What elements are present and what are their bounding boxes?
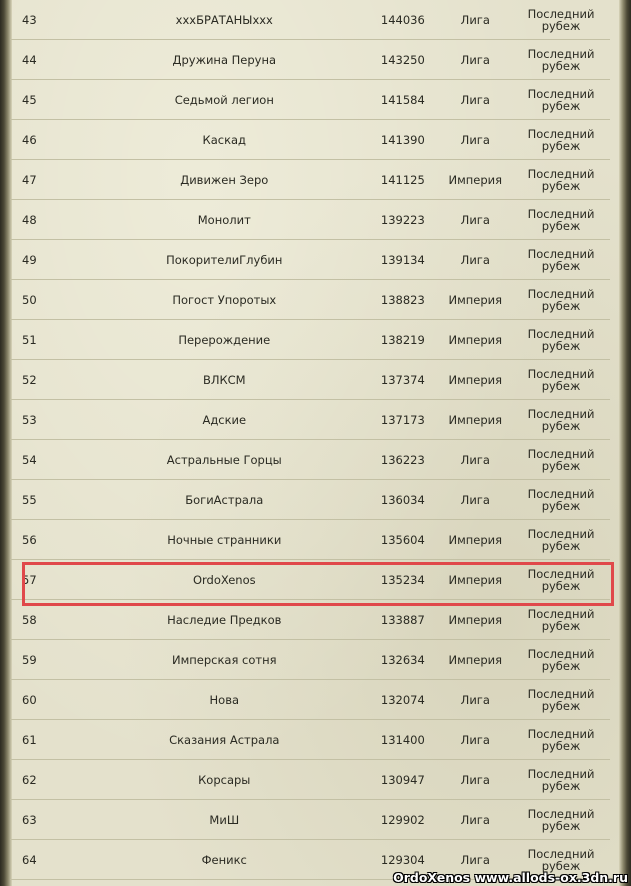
- table-row: [10, 760, 610, 800]
- score-cell: 132634: [367, 640, 438, 680]
- faction-cell: Империя: [439, 360, 512, 400]
- faction-cell: Лига: [439, 720, 512, 760]
- server-name-line2: рубеж: [541, 858, 581, 873]
- server-name-line1: Последний: [527, 6, 595, 21]
- table-row: [10, 280, 610, 320]
- server-name-line2: рубеж: [541, 98, 581, 113]
- guild-name-cell: Дивижен Зеро: [81, 160, 367, 200]
- score-cell: 141584: [367, 80, 438, 120]
- score-cell: 139223: [367, 200, 438, 240]
- score-cell: 132074: [367, 680, 438, 720]
- server-cell: [512, 640, 610, 680]
- server-cell: [512, 200, 610, 240]
- faction-cell: Империя: [439, 160, 512, 200]
- server-cell: [512, 280, 610, 320]
- rank-cell: 46: [10, 120, 81, 160]
- server-name-line2: рубеж: [541, 138, 581, 153]
- guild-ranking-table: [10, 0, 610, 880]
- rank-cell: 51: [10, 320, 81, 360]
- table-row: [10, 80, 610, 120]
- server-name-line1: Последний: [527, 286, 595, 301]
- server-name-line1: Последний: [527, 806, 595, 821]
- server-name-line1: Последний: [527, 326, 595, 341]
- server-cell: [512, 400, 610, 440]
- server-name-line2: рубеж: [541, 378, 581, 393]
- table-row: [10, 640, 610, 680]
- server-name-line1: Последний: [527, 646, 595, 661]
- guild-name-cell: МиШ: [81, 800, 367, 840]
- faction-cell: Лига: [439, 80, 512, 120]
- score-cell: 141390: [367, 120, 438, 160]
- server-name-line2: рубеж: [541, 498, 581, 513]
- server-name-line2: рубеж: [541, 698, 581, 713]
- server-name-line1: Последний: [527, 46, 595, 61]
- server-cell: [512, 480, 610, 520]
- score-cell: 133887: [367, 600, 438, 640]
- rank-cell: 60: [10, 680, 81, 720]
- server-cell: [512, 680, 610, 720]
- rank-cell: 54: [10, 440, 81, 480]
- score-cell: 138219: [367, 320, 438, 360]
- score-cell: 136223: [367, 440, 438, 480]
- table-row: [10, 440, 610, 480]
- watermark: OrdoXenos www.allods-ox.3dn.ru: [393, 870, 628, 885]
- score-cell: 144036: [367, 0, 438, 40]
- rank-cell: 52: [10, 360, 81, 400]
- table-row: [10, 240, 610, 280]
- guild-name-cell: БогиАстрала: [81, 480, 367, 520]
- guild-name-cell: ВЛКСМ: [81, 360, 367, 400]
- rank-cell: 45: [10, 80, 81, 120]
- guild-name-cell: Перерождение: [81, 320, 367, 360]
- guild-name-cell: ПокорителиГлубин: [81, 240, 367, 280]
- server-name-line1: Последний: [527, 766, 595, 781]
- rank-cell: 49: [10, 240, 81, 280]
- score-cell: 135604: [367, 520, 438, 560]
- server-cell: [512, 120, 610, 160]
- faction-cell: Империя: [439, 320, 512, 360]
- guild-name-cell: OrdoXenos: [81, 560, 367, 600]
- server-name-line1: Последний: [527, 686, 595, 701]
- server-name-line1: Последний: [527, 246, 595, 261]
- table-row: [10, 800, 610, 840]
- server-name-line1: Последний: [527, 446, 595, 461]
- faction-cell: Империя: [439, 560, 512, 600]
- table-row: [10, 120, 610, 160]
- server-name-line2: рубеж: [541, 258, 581, 273]
- score-cell: 129304: [367, 840, 438, 880]
- table-row: [10, 720, 610, 760]
- server-cell: [512, 240, 610, 280]
- guild-name-cell: Ночные странники: [81, 520, 367, 560]
- server-cell: [512, 80, 610, 120]
- guild-name-cell: Монолит: [81, 200, 367, 240]
- rank-cell: 57: [10, 560, 81, 600]
- table-row: [10, 200, 610, 240]
- guild-name-cell: Астральные Горцы: [81, 440, 367, 480]
- server-name-line1: Последний: [527, 606, 595, 621]
- server-name-line1: Последний: [527, 366, 595, 381]
- guild-name-cell: Погост Упоротых: [81, 280, 367, 320]
- server-name-line1: Последний: [527, 526, 595, 541]
- server-cell: [512, 760, 610, 800]
- ranking-table-body: [10, 0, 610, 880]
- faction-cell: Лига: [439, 680, 512, 720]
- score-cell: 136034: [367, 480, 438, 520]
- faction-cell: Лига: [439, 0, 512, 40]
- server-name-line1: Последний: [527, 486, 595, 501]
- guild-name-cell: Седьмой легион: [81, 80, 367, 120]
- table-row: [10, 320, 610, 360]
- rank-cell: 50: [10, 280, 81, 320]
- server-name-line2: рубеж: [541, 418, 581, 433]
- score-cell: 131400: [367, 720, 438, 760]
- rank-cell: 63: [10, 800, 81, 840]
- faction-cell: Лига: [439, 40, 512, 80]
- faction-cell: Империя: [439, 280, 512, 320]
- table-row: [10, 480, 610, 520]
- server-name-line2: рубеж: [541, 738, 581, 753]
- server-cell: [512, 440, 610, 480]
- server-name-line1: Последний: [527, 566, 595, 581]
- server-cell: [512, 40, 610, 80]
- rank-cell: 55: [10, 480, 81, 520]
- faction-cell: Империя: [439, 400, 512, 440]
- server-name-line2: рубеж: [541, 818, 581, 833]
- table-row: [10, 560, 610, 600]
- table-row: [10, 600, 610, 640]
- server-name-line2: рубеж: [541, 298, 581, 313]
- server-cell: [512, 160, 610, 200]
- server-name-line2: рубеж: [541, 658, 581, 673]
- server-name-line2: рубеж: [541, 218, 581, 233]
- rank-cell: 62: [10, 760, 81, 800]
- server-cell: [512, 560, 610, 600]
- server-name-line2: рубеж: [541, 618, 581, 633]
- rank-cell: 58: [10, 600, 81, 640]
- server-name-line1: Последний: [527, 206, 595, 221]
- rank-cell: 53: [10, 400, 81, 440]
- server-cell: [512, 520, 610, 560]
- server-cell: [512, 320, 610, 360]
- faction-cell: Лига: [439, 120, 512, 160]
- server-name-line2: рубеж: [541, 578, 581, 593]
- score-cell: 143250: [367, 40, 438, 80]
- guild-name-cell: xxxБРАТАНЫxxx: [81, 0, 367, 40]
- server-name-line1: Последний: [527, 166, 595, 181]
- faction-cell: Империя: [439, 520, 512, 560]
- faction-cell: Империя: [439, 600, 512, 640]
- faction-cell: Лига: [439, 440, 512, 480]
- guild-name-cell: Адские: [81, 400, 367, 440]
- faction-cell: Лига: [439, 240, 512, 280]
- table-row: [10, 160, 610, 200]
- server-cell: [512, 600, 610, 640]
- server-name-line2: рубеж: [541, 178, 581, 193]
- guild-name-cell: Феникс: [81, 840, 367, 880]
- server-name-line2: рубеж: [541, 778, 581, 793]
- server-name-line1: Последний: [527, 406, 595, 421]
- faction-cell: Лига: [439, 480, 512, 520]
- server-cell: [512, 800, 610, 840]
- guild-name-cell: Дружина Перуна: [81, 40, 367, 80]
- rank-cell: 59: [10, 640, 81, 680]
- server-cell: [512, 720, 610, 760]
- server-name-line1: Последний: [527, 846, 595, 861]
- server-name-line2: рубеж: [541, 458, 581, 473]
- score-cell: 137374: [367, 360, 438, 400]
- table-row: [10, 0, 610, 40]
- faction-cell: Лига: [439, 760, 512, 800]
- table-row: [10, 40, 610, 80]
- guild-name-cell: Сказания Астрала: [81, 720, 367, 760]
- server-name-line1: Последний: [527, 126, 595, 141]
- rank-cell: 48: [10, 200, 81, 240]
- rank-cell: 47: [10, 160, 81, 200]
- faction-cell: Лига: [439, 800, 512, 840]
- score-cell: 138823: [367, 280, 438, 320]
- faction-cell: Лига: [439, 840, 512, 880]
- server-name-line1: Последний: [527, 726, 595, 741]
- table-row: [10, 520, 610, 560]
- server-cell: [512, 0, 610, 40]
- server-name-line2: рубеж: [541, 338, 581, 353]
- rank-cell: 64: [10, 840, 81, 880]
- table-row: [10, 360, 610, 400]
- guild-name-cell: Нова: [81, 680, 367, 720]
- rank-cell: 61: [10, 720, 81, 760]
- score-cell: 135234: [367, 560, 438, 600]
- guild-name-cell: Имперская сотня: [81, 640, 367, 680]
- server-name-line2: рубеж: [541, 538, 581, 553]
- table-row: [10, 680, 610, 720]
- server-name-line2: рубеж: [541, 58, 581, 73]
- faction-cell: Лига: [439, 200, 512, 240]
- guild-name-cell: Корсары: [81, 760, 367, 800]
- rank-cell: 44: [10, 40, 81, 80]
- server-cell: [512, 360, 610, 400]
- faction-cell: Империя: [439, 640, 512, 680]
- table-row: [10, 400, 610, 440]
- rank-cell: 56: [10, 520, 81, 560]
- score-cell: 139134: [367, 240, 438, 280]
- server-name-line1: Последний: [527, 86, 595, 101]
- server-name-line2: рубеж: [541, 18, 581, 33]
- guild-name-cell: Наследие Предков: [81, 600, 367, 640]
- score-cell: 137173: [367, 400, 438, 440]
- rank-cell: 43: [10, 0, 81, 40]
- guild-name-cell: Каскад: [81, 120, 367, 160]
- score-cell: 141125: [367, 160, 438, 200]
- score-cell: 130947: [367, 760, 438, 800]
- score-cell: 129902: [367, 800, 438, 840]
